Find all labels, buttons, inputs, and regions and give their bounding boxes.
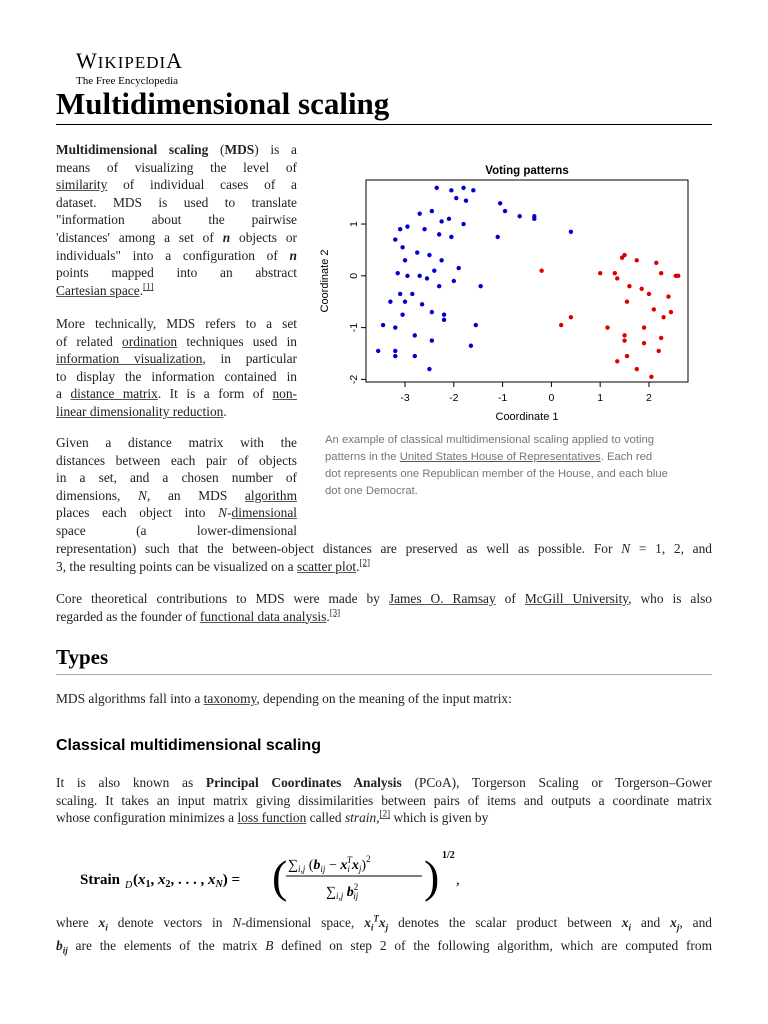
svg-text:,: , <box>456 872 460 888</box>
p1-line-7: individuals" into a configuration of n <box>56 247 297 263</box>
y-tick-label: 1 <box>347 221 360 227</box>
link-nonlinear-1[interactable]: non- <box>272 386 298 402</box>
democrat-point <box>393 349 397 353</box>
link-loss-function[interactable]: loss function <box>237 810 307 826</box>
p3-full-line-2: 3, the resulting points can be visualized on a scatter plot.[2] <box>56 557 370 574</box>
democrat-point <box>420 302 424 306</box>
x-tick-label: -1 <box>497 392 508 404</box>
p1-line-8: points mapped into an abstract <box>56 265 297 281</box>
x-tick-label: -2 <box>449 392 459 404</box>
democrat-point <box>403 258 407 262</box>
republican-point <box>625 354 629 358</box>
ref-2b[interactable]: [2] <box>379 808 391 819</box>
democrat-point <box>449 235 453 239</box>
republican-point <box>635 258 639 262</box>
democrat-point <box>410 292 414 296</box>
democrat-point <box>425 276 429 280</box>
democrat-point <box>427 253 431 257</box>
plot-frame <box>366 180 688 382</box>
democrat-point <box>432 268 436 272</box>
republican-point <box>615 276 619 280</box>
caption-line-1: An example of classical multidimensional scaling applied to voting <box>325 434 655 446</box>
y-tick-label: -2 <box>347 374 360 385</box>
link-james-ramsay[interactable]: James O. Ramsay <box>388 591 496 606</box>
p1-line-9: Cartesian space.[1] <box>56 281 154 298</box>
democrat-point <box>388 300 392 304</box>
link-taxonomy[interactable]: taxonomy <box>203 691 257 706</box>
democrat-point <box>471 188 475 192</box>
republican-point <box>657 349 661 353</box>
republican-point <box>676 274 680 278</box>
svg-text:(x1, x2, . . . , xN) =: ($x_1$, $x_2$, . . . , $x_N$) = <box>133 872 241 890</box>
types-paragraph: MDS algorithms fall into a taxonomy, depending on the meaning of the input matrix: <box>56 691 512 706</box>
p4-line-1: Core theoretical contributions to MDS were made by James O. Ramsay of McGill University, who is also <box>56 591 712 606</box>
republican-point <box>666 294 670 298</box>
republican-point <box>669 310 673 314</box>
democrat-point <box>393 325 397 329</box>
republican-point <box>649 375 653 379</box>
svg-text:Strain: Strain <box>80 872 121 888</box>
chart-title: Voting patterns <box>485 165 569 177</box>
p3-line-3: in a set, and a chosen number of <box>56 470 297 486</box>
p1-line-2: means of visualizing the level of <box>56 159 297 175</box>
voting-patterns-chart <box>316 158 696 426</box>
democrat-point <box>413 333 417 337</box>
classical-paragraph <box>56 774 712 827</box>
democrat-point <box>464 199 468 203</box>
intro-paragraph-1 <box>56 141 297 299</box>
classical-paragraph-2 <box>56 914 712 961</box>
democrat-point <box>396 271 400 275</box>
section-heading-types: Types <box>56 645 109 669</box>
page-title: Multidimensional scaling <box>56 86 390 121</box>
x-tick-label: 0 <box>548 392 555 404</box>
link-information-visualization[interactable]: information visualization <box>56 351 203 367</box>
types-divider <box>56 674 712 675</box>
p3-full-line-1: representation) such that the between-object distances are preserved as well as possible. For N = 1, 2, and <box>56 541 712 556</box>
republican-point <box>539 268 543 272</box>
republican-point <box>613 271 617 275</box>
republican-point <box>659 336 663 340</box>
p4-line-2: regarded as the founder of functional data analysis.[3] <box>56 607 341 624</box>
p1-line-6: 'distances' among a set of n objects or <box>56 229 297 245</box>
democrat-point <box>569 230 573 234</box>
democrat-point <box>405 224 409 228</box>
p1-line-4: dataset. MDS is used to translate <box>56 194 297 210</box>
democrat-point <box>417 274 421 278</box>
republican-point <box>627 284 631 288</box>
democrat-point <box>393 354 397 358</box>
svg-text:(: ( <box>272 851 288 902</box>
svg-text:D: D <box>125 880 133 891</box>
intro-paragraph-2 <box>56 315 297 421</box>
y-tick-label: 0 <box>347 272 360 279</box>
democrat-point <box>405 274 409 278</box>
republican-point <box>642 341 646 345</box>
logo-wordmark: WIKIPEDIA <box>76 48 184 73</box>
caption-line-3: dot represents one Republican member of the House, and each blue <box>325 468 668 480</box>
x-tick-label: -3 <box>400 392 410 404</box>
svg-text:∑i,j (bij − xiTxj)2: $\sum_{i,j}$ $(b_{ij} - x_iTx_j)^2$ <box>288 854 371 874</box>
link-ordination[interactable]: ordination <box>122 333 178 349</box>
republican-point <box>622 253 626 257</box>
democrat-point <box>398 292 402 296</box>
democrat-point <box>498 201 502 205</box>
republican-point <box>654 261 658 265</box>
democrat-point <box>461 186 465 190</box>
democrat-point <box>415 250 419 254</box>
republican-point <box>625 300 629 304</box>
republican-point <box>569 315 573 319</box>
caption-line-2: patterns in the United States House of Representatives. Each red <box>325 451 653 463</box>
republican-point <box>605 325 609 329</box>
intro-paragraph-3 <box>56 434 297 540</box>
y-tick-label: -1 <box>347 322 360 333</box>
p1-line-3: similarity of individual cases of a <box>56 177 297 193</box>
classical-line-1: It is also known as Principal Coordinates Analysis (PCoA), Torgerson Scaling or Torgerson–Gower <box>56 775 713 790</box>
democrat-point <box>439 258 443 262</box>
democrat-point <box>454 196 458 200</box>
democrat-point <box>430 310 434 314</box>
democrat-point <box>469 344 473 348</box>
svg-text:∑i,j b2ij: $\sum_{i,j}$ $b^2$ ij <box>326 882 359 901</box>
svg-text:): ) <box>424 851 440 902</box>
democrat-point <box>474 323 478 327</box>
democrat-point <box>449 188 453 192</box>
democrat-point <box>437 284 441 288</box>
p2-line-6: linear dimensionality reduction. <box>56 403 227 419</box>
democrat-point <box>496 235 500 239</box>
link-algorithm[interactable]: algorithm <box>244 487 297 503</box>
p3-line-6: space (a lower-dimensional <box>56 522 297 538</box>
democrat-point <box>503 209 507 213</box>
p2-line-2: of related ordination techniques used in <box>56 333 297 349</box>
link-us-house[interactable]: United States House of Representatives <box>399 451 601 463</box>
democrat-point <box>376 349 380 353</box>
republican-point <box>622 338 626 342</box>
republican-point <box>659 271 663 275</box>
ref-1[interactable]: [1] <box>143 281 154 292</box>
republican-point <box>598 271 602 275</box>
p2-line-1: More technically, MDS refers to a set <box>56 316 297 331</box>
svg-text:1/2: 1/2 <box>442 850 455 861</box>
p1-line-1: Multidimensional scaling (MDS) is a <box>56 142 297 157</box>
logo-tagline: The Free Encyclopedia <box>76 75 179 87</box>
democrat-point <box>461 222 465 226</box>
p1-line-5: "information about the pairwise <box>56 212 297 228</box>
democrat-point <box>430 338 434 342</box>
p2-line-5: a distance matrix. It is a form of non- <box>56 386 298 402</box>
link-functional-data-analysis[interactable]: functional data analysis <box>199 608 327 624</box>
democrat-point <box>442 318 446 322</box>
republican-point <box>635 367 639 371</box>
democrat-point <box>427 367 431 371</box>
democrat-point <box>442 312 446 316</box>
classical-line-3: whose configuration minimizes a loss function called strain,[2] which is given by <box>56 808 489 826</box>
after-line-1: where $x_i$ denote vectors in N-dimensional space, $x_i^Tx_j$ denotes the scalar product between $x_i$ and $x_j$, and <box>56 913 713 933</box>
p3-continued <box>56 540 712 575</box>
after-line-2: $b_{ij}$ are the elements of the matrix B defined on step 2 of the following algorithm, which are computed from <box>56 938 712 956</box>
democrat-point <box>422 227 426 231</box>
paragraph-4 <box>56 590 712 625</box>
republican-point <box>652 307 656 311</box>
republican-point <box>661 315 665 319</box>
republican-point <box>639 287 643 291</box>
democrat-point <box>400 312 404 316</box>
link-mcgill[interactable]: McGill University <box>524 591 629 606</box>
p2-line-3: information visualization, in particular <box>56 351 297 367</box>
x-tick-label: 1 <box>597 392 604 404</box>
link-distance-matrix[interactable]: distance matrix <box>70 386 158 402</box>
caption-line-4: dot one Democrat. <box>325 485 418 497</box>
p3-line-5: places each object into N-dimensional <box>56 505 297 521</box>
ref-2[interactable]: [2] <box>359 557 370 568</box>
democrat-point <box>456 266 460 270</box>
link-dimensional[interactable]: dimensional <box>231 505 297 521</box>
link-scatter-plot[interactable]: scatter plot <box>296 558 357 574</box>
democrat-point <box>532 217 536 221</box>
link-cartesian-space[interactable]: Cartesian space <box>56 282 140 298</box>
classical-line-2: scaling. It takes an input matrix giving dissimilarities between pairs of items and outputs a coordinate matrix <box>56 792 712 808</box>
democrat-point <box>400 245 404 249</box>
democrat-point <box>439 219 443 223</box>
republican-point <box>615 359 619 363</box>
wikipedia-logo[interactable] <box>76 50 183 87</box>
p3-line-4: dimensions, N, an MDS algorithm <box>56 487 297 503</box>
democrat-point <box>398 227 402 231</box>
republican-point <box>622 333 626 337</box>
link-similarity[interactable]: similarity <box>56 177 108 193</box>
democrat-point <box>393 237 397 241</box>
x-axis-label: Coordinate 1 <box>495 411 559 423</box>
ref-3[interactable]: [3] <box>329 607 341 618</box>
p3-line-1: Given a distance matrix with the <box>56 435 297 450</box>
title-divider <box>56 124 712 125</box>
democrat-point <box>452 279 456 283</box>
democrat-point <box>435 186 439 190</box>
x-tick-label: 2 <box>646 392 652 404</box>
democrat-point <box>430 209 434 213</box>
p3-line-2: distances between each pair of objects <box>56 452 297 468</box>
republican-point <box>642 325 646 329</box>
republican-point <box>647 292 651 296</box>
democrat-point <box>403 300 407 304</box>
y-axis-label: Coordinate 2 <box>319 249 331 313</box>
democrat-point <box>447 217 451 221</box>
democrat-point <box>437 232 441 236</box>
strain-formula <box>80 846 500 906</box>
democrat-point <box>417 211 421 215</box>
link-nonlinear-2[interactable]: linear dimensionality reduction <box>56 403 224 419</box>
republican-point <box>559 323 563 327</box>
figure-caption <box>325 432 713 500</box>
democrat-point <box>413 354 417 358</box>
p2-line-4: to display the information contained in <box>56 368 297 384</box>
democrat-point <box>517 214 521 218</box>
subsection-heading-classical: Classical multidimensional scaling <box>56 737 321 754</box>
democrat-point <box>381 323 385 327</box>
democrat-point <box>478 284 482 288</box>
